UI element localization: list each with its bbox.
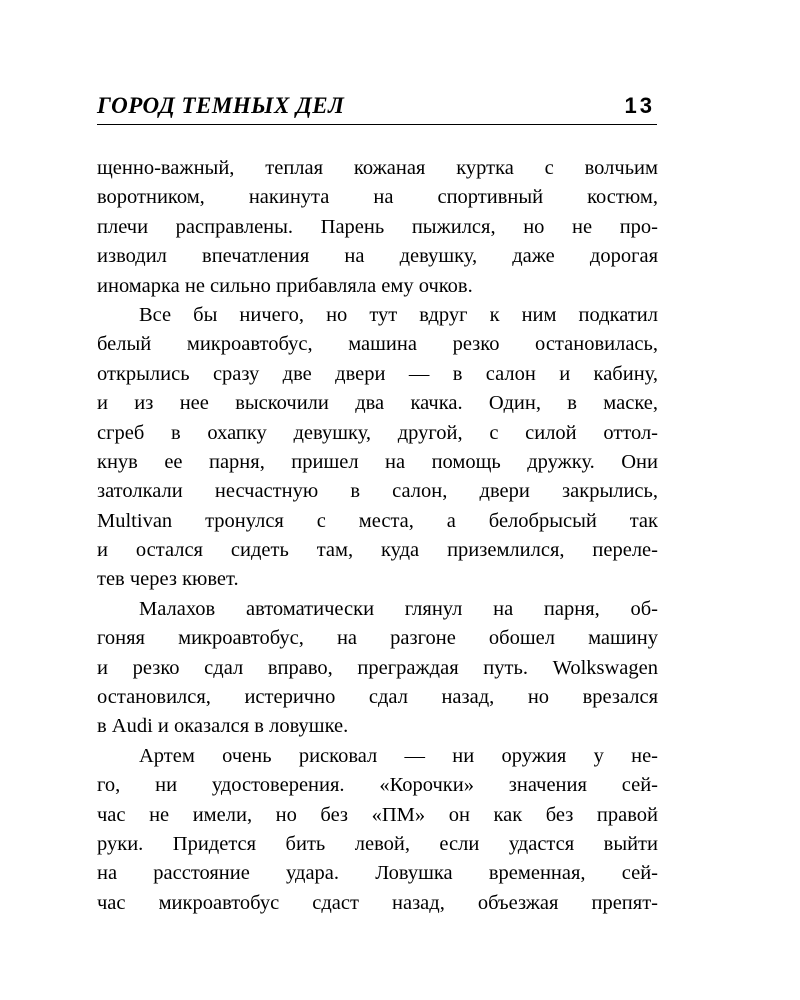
text-line: и из нее выскочили два качка. Один, в маске, — [97, 392, 658, 415]
text-line: плечи расправлены. Парень пыжился, но не про- — [97, 215, 658, 238]
text-line: час микроавтобус сдаст назад, объезжая препят- — [97, 891, 658, 914]
text-line: Малахов автоматически глянул на парня, об- — [139, 597, 658, 620]
text-line: го, ни удостоверения. «Корочки» значения сей- — [97, 774, 658, 797]
text-line: тев через кювет. — [97, 568, 239, 591]
text-line: в Audi и оказался в ловушке. — [97, 715, 349, 738]
text-line: Все бы ничего, но тут вдруг к ним подкатил — [139, 303, 658, 326]
page-number: 13 — [624, 93, 655, 118]
body-text — [97, 154, 658, 918]
text-line: Multivan тронулся с места, а белобрысый так — [97, 509, 658, 532]
text-line: руки. Придется бить левой, если удастся выйти — [97, 832, 658, 855]
text-line: сгреб в охапку девушку, другой, с силой оттол- — [97, 421, 658, 444]
text-line: щенно-важный, теплая кожаная куртка с волчьим — [97, 157, 658, 179]
text-line: и резко сдал вправо, преграждая путь. Wolkswagen — [97, 656, 658, 679]
text-line: белый микроавтобус, машина резко остановилась, — [97, 333, 658, 356]
text-line: Артем очень рисковал — ни оружия у не- — [139, 744, 658, 767]
text-line: и остался сидеть там, куда приземлился, переле- — [97, 539, 658, 562]
text-line: на расстояние удара. Ловушка временная, сей- — [97, 862, 658, 885]
text-line: час не имели, но без «ПМ» он как без правой — [97, 803, 658, 826]
text-line: кнув ее парня, пришел на помощь дружку. Они — [97, 450, 658, 473]
text-line: остановился, истерично сдал назад, но врезался — [97, 686, 658, 709]
text-line: воротником, накинута на спортивный костюм, — [97, 186, 658, 209]
running-header — [97, 92, 657, 125]
book-title: ГОРОД ТЕМНЫХ ДЕЛ — [97, 93, 345, 118]
text-line: затолкали несчастную в салон, двери закрылись, — [97, 480, 658, 503]
text-line: изводил впечатления на девушку, даже дорогая — [97, 245, 658, 268]
text-line: открылись сразу две двери — в салон и кабину, — [97, 362, 658, 385]
text-line: иномарка не сильно прибавляла ему очков. — [97, 274, 473, 297]
text-line: гоняя микроавтобус, на разгоне обошел машину — [97, 627, 658, 650]
